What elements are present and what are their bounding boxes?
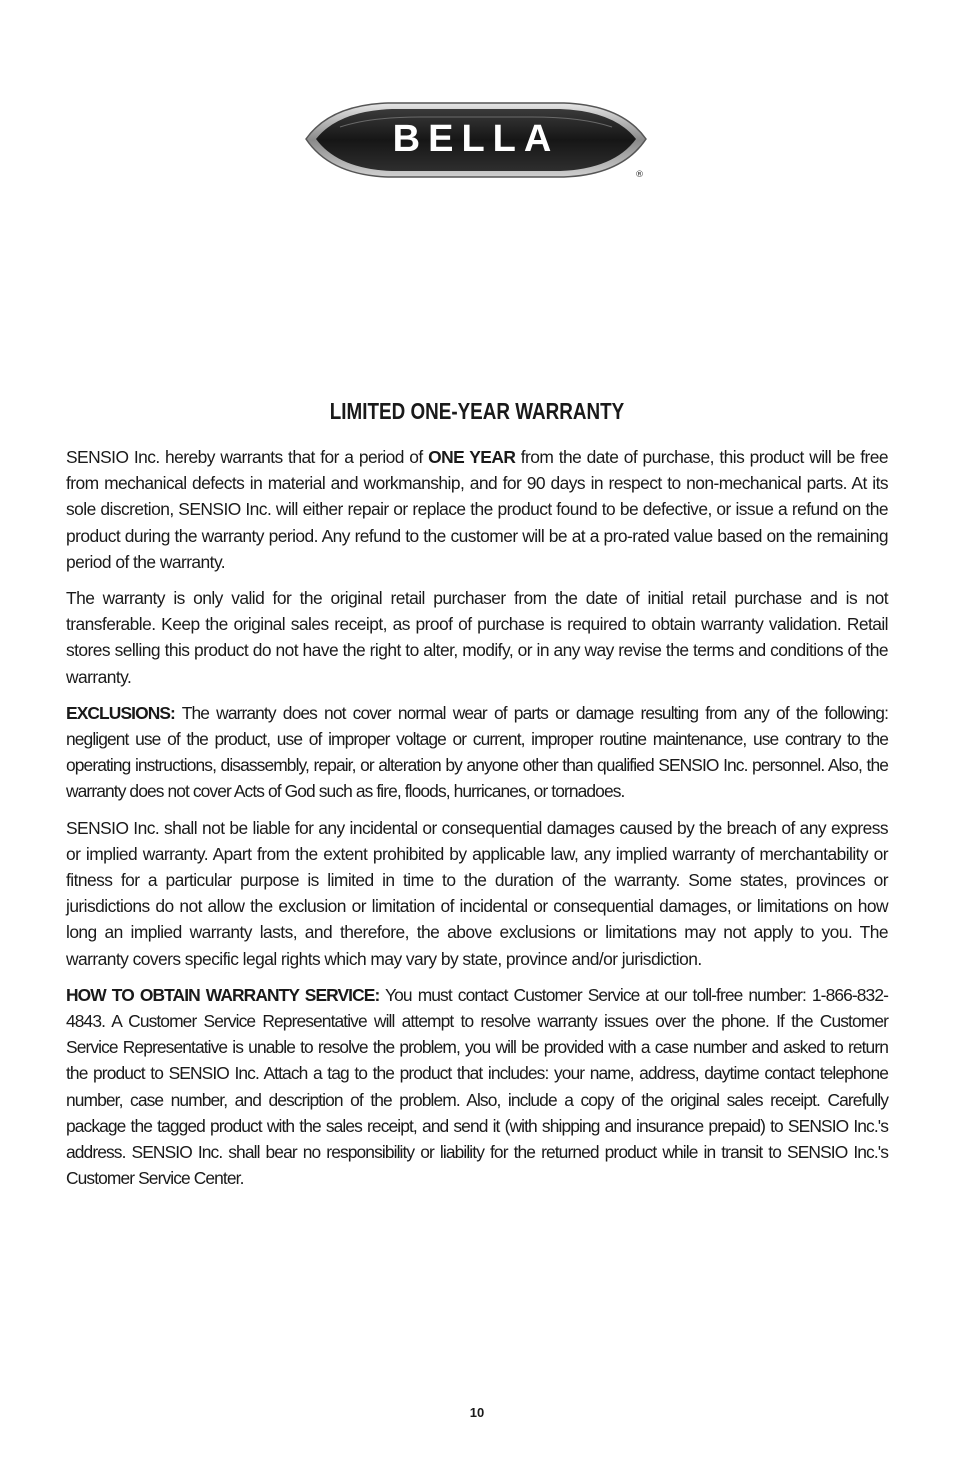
p1-text-before: SENSIO Inc. hereby warrants that for a period of xyxy=(66,447,429,467)
service-text: You must contact Customer Service at our toll-free number: 1-866-832-4843. A Customer Service Representative will attempt to resolve warranty issues over the phone. If the Customer Service Representative is unable to resolve the problem, you will be provided with a case number and asked to return the product to SENSIO Inc. Attach a tag to the product that includes: your name, address, daytime contact telephone number, case number, and description of the problem. Also, include a copy of the original sales receipt. Carefully package the tagged product with the sales receipt, and send it (with shipping and insurance prepaid) to SENSIO Inc.'s address. SENSIO Inc. shall bear no responsibility or liability for the returned product while in transit to SENSIO Inc.'s Customer Service Center. xyxy=(66,984,888,1189)
bella-logo-badge xyxy=(300,97,652,189)
liability-paragraph: SENSIO Inc. shall not be liable for any incidental or consequential damages caused by the breach of any express or implied warranty. Apart from the extent prohibited by applicable law, any implied warranty of merchantability or fitness for a particular purpose is limited in time to the duration of the warranty. Some states, provinces or jurisdictions do not allow the exclusion or limitation of incidental or consequential damages, or limitations on how long an implied warranty lasts, and therefore, the above exclusions or limitations may not apply to you. The warranty covers specific legal rights which may vary by state, province and/or jurisdiction. xyxy=(66,817,888,969)
logo-wordmark: BELLA xyxy=(392,118,560,160)
bella-logo xyxy=(300,97,652,189)
service-paragraph xyxy=(66,982,888,1192)
warranty-period-paragraph xyxy=(66,444,888,575)
p1-text-after: from the date of purchase, this product will be free from mechanical defects in material and workmanship, and for 90 days in respect to non-mechanical parts. At its sole discretion, SENSIO Inc. will either repair or replace the product found to be defective, or issue a refund on the product during the warranty period. Any refund to the customer will be at a pro-rated value based on the remaining period of the warranty. xyxy=(66,447,888,572)
exclusions-paragraph xyxy=(66,700,888,805)
exclusions-text: The warranty does not cover normal wear of parts or damage resulting from any of the following: negligent use of the product, use of improper voltage or current, improper routine maintenance, use contrary to the operating instructions, disassembly, repair, or alteration by anyone other than qualified SENSIO Inc. personnel. Also, the warranty does not cover Acts of God such as fire, floods, hurricanes, or tornadoes. xyxy=(66,702,888,802)
p1-one-year: ONE YEAR xyxy=(428,447,516,467)
registered-mark: ® xyxy=(635,170,644,180)
validity-paragraph: The warranty is only valid for the original retail purchaser from the date of initial retail purchase and is not transferable. Keep the original sales receipt, as proof of purchase is required to obtain warranty validation. Retail stores selling this product do not have the right to alter, modify, or in any way revise the terms and conditions of the warranty. xyxy=(66,588,888,687)
exclusions-heading: EXCLUSIONS: xyxy=(66,702,175,723)
page-title: LIMITED ONE-YEAR WARRANTY xyxy=(329,398,625,424)
warranty-body xyxy=(66,444,888,1201)
service-heading: HOW TO OBTAIN WARRANTY SERVICE: xyxy=(66,984,380,1005)
page-number: 10 xyxy=(469,1405,485,1420)
